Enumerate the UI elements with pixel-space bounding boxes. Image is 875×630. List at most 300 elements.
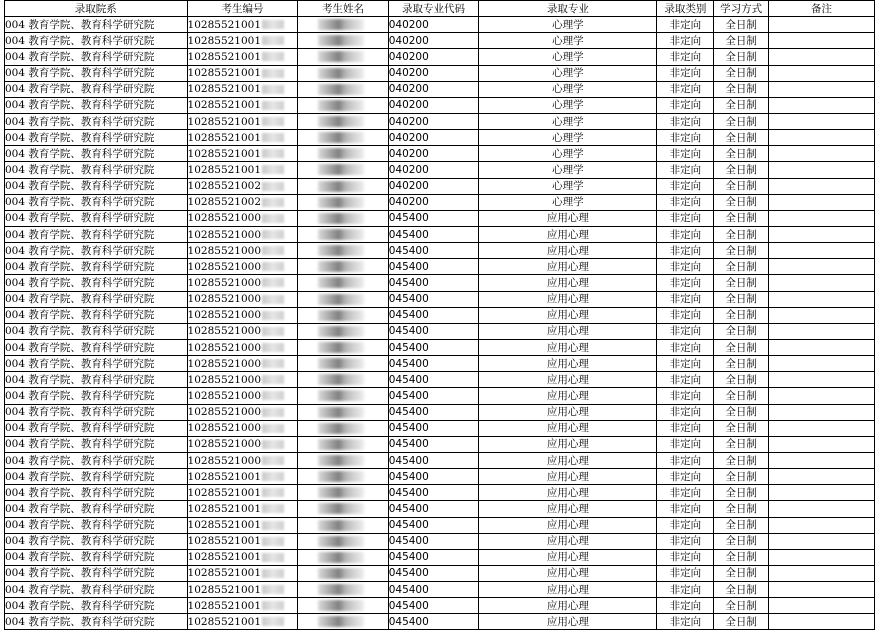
candidate-name-cell bbox=[298, 210, 388, 226]
admission-type-cell: 非定向 bbox=[657, 501, 714, 517]
candidate-id-cell: 10285521001 bbox=[187, 598, 298, 614]
department-cell: 004 教育学院、教育科学研究院 bbox=[5, 194, 188, 210]
major-cell: 心理学 bbox=[479, 178, 657, 194]
table-row bbox=[5, 275, 875, 291]
candidate-name-cell bbox=[298, 162, 388, 178]
name-redaction-blur bbox=[318, 536, 364, 547]
admission-type-cell: 非定向 bbox=[657, 17, 714, 33]
department-cell: 004 教育学院、教育科学研究院 bbox=[5, 565, 188, 581]
id-redaction-blur bbox=[262, 149, 284, 158]
candidate-name-cell bbox=[298, 275, 388, 291]
id-redaction-blur bbox=[262, 488, 284, 497]
id-redaction-blur bbox=[262, 262, 284, 271]
study-mode-cell: 全日制 bbox=[714, 388, 769, 404]
remarks-cell bbox=[769, 598, 875, 614]
admission-type-cell: 非定向 bbox=[657, 113, 714, 129]
name-redaction-blur bbox=[318, 116, 364, 127]
table-row bbox=[5, 420, 875, 436]
study-mode-cell: 全日制 bbox=[714, 533, 769, 549]
study-mode-cell: 全日制 bbox=[714, 210, 769, 226]
department-cell: 004 教育学院、教育科学研究院 bbox=[5, 97, 188, 113]
major-cell: 心理学 bbox=[479, 49, 657, 65]
candidate-id-cell: 10285521000 bbox=[187, 452, 298, 468]
remarks-cell bbox=[769, 582, 875, 598]
name-redaction-blur bbox=[318, 51, 364, 62]
major-cell: 应用心理 bbox=[479, 372, 657, 388]
candidate-name-cell bbox=[298, 420, 388, 436]
major-code-cell: 045400 bbox=[388, 243, 479, 259]
department-cell: 004 教育学院、教育科学研究院 bbox=[5, 323, 188, 339]
candidate-id-cell: 10285521000 bbox=[187, 323, 298, 339]
candidate-id-cell: 10285521001 bbox=[187, 81, 298, 97]
candidate-name-cell bbox=[298, 436, 388, 452]
remarks-cell bbox=[769, 65, 875, 81]
name-redaction-blur bbox=[318, 229, 364, 240]
name-redaction-blur bbox=[318, 584, 364, 595]
study-mode-cell: 全日制 bbox=[714, 307, 769, 323]
department-cell: 004 教育学院、教育科学研究院 bbox=[5, 162, 188, 178]
id-redaction-blur bbox=[262, 569, 284, 578]
admission-type-cell: 非定向 bbox=[657, 130, 714, 146]
candidate-name-cell bbox=[298, 226, 388, 242]
remarks-cell bbox=[769, 194, 875, 210]
study-mode-cell: 全日制 bbox=[714, 275, 769, 291]
admission-type-cell: 非定向 bbox=[657, 372, 714, 388]
table-row bbox=[5, 323, 875, 339]
major-code-cell: 045400 bbox=[388, 307, 479, 323]
major-code-cell: 045400 bbox=[388, 404, 479, 420]
study-mode-cell: 全日制 bbox=[714, 162, 769, 178]
table-row bbox=[5, 194, 875, 210]
remarks-cell bbox=[769, 323, 875, 339]
department-cell: 004 教育学院、教育科学研究院 bbox=[5, 501, 188, 517]
study-mode-cell: 全日制 bbox=[714, 339, 769, 355]
remarks-cell bbox=[769, 146, 875, 162]
major-cell: 应用心理 bbox=[479, 533, 657, 549]
study-mode-cell: 全日制 bbox=[714, 17, 769, 33]
department-cell: 004 教育学院、教育科学研究院 bbox=[5, 549, 188, 565]
admission-type-cell: 非定向 bbox=[657, 291, 714, 307]
major-cell: 应用心理 bbox=[479, 275, 657, 291]
department-cell: 004 教育学院、教育科学研究院 bbox=[5, 259, 188, 275]
major-cell: 应用心理 bbox=[479, 226, 657, 242]
major-cell: 心理学 bbox=[479, 65, 657, 81]
department-cell: 004 教育学院、教育科学研究院 bbox=[5, 146, 188, 162]
candidate-name-cell bbox=[298, 178, 388, 194]
major-code-cell: 045400 bbox=[388, 452, 479, 468]
name-redaction-blur bbox=[318, 132, 364, 143]
major-cell: 应用心理 bbox=[479, 420, 657, 436]
admission-type-cell: 非定向 bbox=[657, 146, 714, 162]
major-code-cell: 040200 bbox=[388, 17, 479, 33]
major-code-cell: 045400 bbox=[388, 372, 479, 388]
major-cell: 应用心理 bbox=[479, 485, 657, 501]
remarks-cell bbox=[769, 404, 875, 420]
name-redaction-blur bbox=[318, 423, 364, 434]
name-redaction-blur bbox=[318, 439, 364, 450]
admission-type-cell: 非定向 bbox=[657, 275, 714, 291]
study-mode-cell: 全日制 bbox=[714, 469, 769, 485]
table-row bbox=[5, 388, 875, 404]
candidate-name-cell bbox=[298, 452, 388, 468]
table-row bbox=[5, 436, 875, 452]
study-mode-cell: 全日制 bbox=[714, 420, 769, 436]
major-cell: 应用心理 bbox=[479, 436, 657, 452]
id-redaction-blur bbox=[262, 537, 284, 546]
major-code-cell: 045400 bbox=[388, 549, 479, 565]
candidate-name-cell bbox=[298, 243, 388, 259]
name-redaction-blur bbox=[318, 197, 364, 208]
department-cell: 004 教育学院、教育科学研究院 bbox=[5, 614, 188, 630]
study-mode-cell: 全日制 bbox=[714, 549, 769, 565]
id-redaction-blur bbox=[262, 165, 284, 174]
candidate-id-cell: 10285521002 bbox=[187, 178, 298, 194]
table-row bbox=[5, 259, 875, 275]
admission-type-cell: 非定向 bbox=[657, 469, 714, 485]
candidate-id-cell: 10285521001 bbox=[187, 582, 298, 598]
candidate-id-cell: 10285521000 bbox=[187, 404, 298, 420]
id-redaction-blur bbox=[262, 408, 284, 417]
remarks-cell bbox=[769, 81, 875, 97]
department-cell: 004 教育学院、教育科学研究院 bbox=[5, 33, 188, 49]
id-redaction-blur bbox=[262, 246, 284, 255]
id-redaction-blur bbox=[262, 69, 284, 78]
candidate-id-cell: 10285521000 bbox=[187, 356, 298, 372]
name-redaction-blur bbox=[318, 35, 364, 46]
major-cell: 应用心理 bbox=[479, 259, 657, 275]
candidate-id-cell: 10285521002 bbox=[187, 194, 298, 210]
study-mode-cell: 全日制 bbox=[714, 146, 769, 162]
candidate-name-cell bbox=[298, 469, 388, 485]
admission-type-cell: 非定向 bbox=[657, 452, 714, 468]
admission-type-cell: 非定向 bbox=[657, 81, 714, 97]
table-row bbox=[5, 339, 875, 355]
study-mode-cell: 全日制 bbox=[714, 97, 769, 113]
name-redaction-blur bbox=[318, 358, 364, 369]
id-redaction-blur bbox=[262, 214, 284, 223]
major-code-cell: 045400 bbox=[388, 501, 479, 517]
candidate-name-cell bbox=[298, 517, 388, 533]
major-cell: 应用心理 bbox=[479, 291, 657, 307]
remarks-cell bbox=[769, 533, 875, 549]
remarks-cell bbox=[769, 517, 875, 533]
major-code-cell: 045400 bbox=[388, 436, 479, 452]
study-mode-cell: 全日制 bbox=[714, 452, 769, 468]
study-mode-cell: 全日制 bbox=[714, 259, 769, 275]
candidate-id-cell: 10285521001 bbox=[187, 33, 298, 49]
major-cell: 应用心理 bbox=[479, 565, 657, 581]
admission-type-cell: 非定向 bbox=[657, 65, 714, 81]
id-redaction-blur bbox=[262, 440, 284, 449]
name-redaction-blur bbox=[318, 245, 364, 256]
admission-type-cell: 非定向 bbox=[657, 323, 714, 339]
table-row bbox=[5, 243, 875, 259]
major-code-cell: 040200 bbox=[388, 130, 479, 146]
major-code-cell: 045400 bbox=[388, 517, 479, 533]
admission-type-cell: 非定向 bbox=[657, 404, 714, 420]
study-mode-cell: 全日制 bbox=[714, 243, 769, 259]
major-code-cell: 045400 bbox=[388, 323, 479, 339]
study-mode-cell: 全日制 bbox=[714, 436, 769, 452]
remarks-cell bbox=[769, 226, 875, 242]
major-cell: 应用心理 bbox=[479, 469, 657, 485]
major-code-cell: 045400 bbox=[388, 582, 479, 598]
department-cell: 004 教育学院、教育科学研究院 bbox=[5, 420, 188, 436]
admission-type-cell: 非定向 bbox=[657, 194, 714, 210]
major-cell: 应用心理 bbox=[479, 614, 657, 630]
department-cell: 004 教育学院、教育科学研究院 bbox=[5, 291, 188, 307]
admission-type-cell: 非定向 bbox=[657, 582, 714, 598]
major-cell: 心理学 bbox=[479, 146, 657, 162]
remarks-cell bbox=[769, 339, 875, 355]
admission-type-cell: 非定向 bbox=[657, 533, 714, 549]
remarks-cell bbox=[769, 485, 875, 501]
department-cell: 004 教育学院、教育科学研究院 bbox=[5, 210, 188, 226]
department-cell: 004 教育学院、教育科学研究院 bbox=[5, 130, 188, 146]
department-cell: 004 教育学院、教育科学研究院 bbox=[5, 404, 188, 420]
admission-type-cell: 非定向 bbox=[657, 517, 714, 533]
study-mode-cell: 全日制 bbox=[714, 291, 769, 307]
department-cell: 004 教育学院、教育科学研究院 bbox=[5, 533, 188, 549]
table-row bbox=[5, 614, 875, 630]
candidate-id-cell: 10285521001 bbox=[187, 517, 298, 533]
table-row bbox=[5, 517, 875, 533]
name-redaction-blur bbox=[318, 455, 364, 466]
major-cell: 应用心理 bbox=[479, 243, 657, 259]
department-cell: 004 教育学院、教育科学研究院 bbox=[5, 372, 188, 388]
major-code-cell: 045400 bbox=[388, 533, 479, 549]
major-cell: 应用心理 bbox=[479, 356, 657, 372]
id-redaction-blur bbox=[262, 521, 284, 530]
candidate-name-cell bbox=[298, 194, 388, 210]
name-redaction-blur bbox=[318, 407, 364, 418]
study-mode-cell: 全日制 bbox=[714, 113, 769, 129]
candidate-name-cell bbox=[298, 65, 388, 81]
table-row bbox=[5, 582, 875, 598]
candidate-name-cell bbox=[298, 97, 388, 113]
name-redaction-blur bbox=[318, 19, 364, 30]
name-redaction-blur bbox=[318, 310, 364, 321]
admission-type-cell: 非定向 bbox=[657, 339, 714, 355]
department-cell: 004 教育学院、教育科学研究院 bbox=[5, 436, 188, 452]
study-mode-cell: 全日制 bbox=[714, 130, 769, 146]
id-redaction-blur bbox=[262, 311, 284, 320]
remarks-cell bbox=[769, 452, 875, 468]
candidate-name-cell bbox=[298, 404, 388, 420]
id-redaction-blur bbox=[262, 553, 284, 562]
header-major: 录取专业 bbox=[479, 1, 657, 17]
candidate-id-cell: 10285521001 bbox=[187, 565, 298, 581]
department-cell: 004 教育学院、教育科学研究院 bbox=[5, 178, 188, 194]
major-cell: 应用心理 bbox=[479, 582, 657, 598]
department-cell: 004 教育学院、教育科学研究院 bbox=[5, 307, 188, 323]
name-redaction-blur bbox=[318, 148, 364, 159]
remarks-cell bbox=[769, 33, 875, 49]
study-mode-cell: 全日制 bbox=[714, 614, 769, 630]
admission-type-cell: 非定向 bbox=[657, 565, 714, 581]
candidate-name-cell bbox=[298, 372, 388, 388]
candidate-name-cell bbox=[298, 533, 388, 549]
candidate-name-cell bbox=[298, 81, 388, 97]
candidate-name-cell bbox=[298, 356, 388, 372]
major-code-cell: 045400 bbox=[388, 339, 479, 355]
id-redaction-blur bbox=[262, 424, 284, 433]
candidate-name-cell bbox=[298, 33, 388, 49]
major-cell: 心理学 bbox=[479, 162, 657, 178]
table-row bbox=[5, 130, 875, 146]
admission-type-cell: 非定向 bbox=[657, 33, 714, 49]
candidate-id-cell: 10285521001 bbox=[187, 65, 298, 81]
id-redaction-blur bbox=[262, 295, 284, 304]
table-row bbox=[5, 178, 875, 194]
id-redaction-blur bbox=[262, 456, 284, 465]
major-code-cell: 045400 bbox=[388, 420, 479, 436]
remarks-cell bbox=[769, 49, 875, 65]
study-mode-cell: 全日制 bbox=[714, 49, 769, 65]
table-body bbox=[5, 17, 875, 630]
table-row bbox=[5, 49, 875, 65]
table-row bbox=[5, 33, 875, 49]
study-mode-cell: 全日制 bbox=[714, 404, 769, 420]
admission-type-cell: 非定向 bbox=[657, 226, 714, 242]
department-cell: 004 教育学院、教育科学研究院 bbox=[5, 113, 188, 129]
department-cell: 004 教育学院、教育科学研究院 bbox=[5, 598, 188, 614]
candidate-id-cell: 10285521001 bbox=[187, 130, 298, 146]
admission-type-cell: 非定向 bbox=[657, 259, 714, 275]
department-cell: 004 教育学院、教育科学研究院 bbox=[5, 356, 188, 372]
table-header bbox=[5, 1, 875, 17]
name-redaction-blur bbox=[318, 261, 364, 272]
admission-list-table bbox=[4, 0, 875, 630]
candidate-name-cell bbox=[298, 307, 388, 323]
major-code-cell: 045400 bbox=[388, 469, 479, 485]
candidate-id-cell: 10285521001 bbox=[187, 614, 298, 630]
major-code-cell: 040200 bbox=[388, 81, 479, 97]
table-row bbox=[5, 97, 875, 113]
candidate-name-cell bbox=[298, 339, 388, 355]
id-redaction-blur bbox=[262, 601, 284, 610]
major-code-cell: 045400 bbox=[388, 565, 479, 581]
major-code-cell: 045400 bbox=[388, 485, 479, 501]
remarks-cell bbox=[769, 501, 875, 517]
major-code-cell: 045400 bbox=[388, 226, 479, 242]
table-row bbox=[5, 307, 875, 323]
table-row bbox=[5, 210, 875, 226]
remarks-cell bbox=[769, 17, 875, 33]
table-row bbox=[5, 113, 875, 129]
candidate-name-cell bbox=[298, 323, 388, 339]
remarks-cell bbox=[769, 113, 875, 129]
table-row bbox=[5, 485, 875, 501]
table-row bbox=[5, 404, 875, 420]
major-cell: 应用心理 bbox=[479, 323, 657, 339]
candidate-id-cell: 10285521000 bbox=[187, 226, 298, 242]
id-redaction-blur bbox=[262, 198, 284, 207]
name-redaction-blur bbox=[318, 277, 364, 288]
table-row bbox=[5, 501, 875, 517]
name-redaction-blur bbox=[318, 342, 364, 353]
department-cell: 004 教育学院、教育科学研究院 bbox=[5, 243, 188, 259]
candidate-id-cell: 10285521000 bbox=[187, 388, 298, 404]
study-mode-cell: 全日制 bbox=[714, 501, 769, 517]
admission-type-cell: 非定向 bbox=[657, 178, 714, 194]
candidate-id-cell: 10285521000 bbox=[187, 420, 298, 436]
remarks-cell bbox=[769, 469, 875, 485]
candidate-id-cell: 10285521001 bbox=[187, 113, 298, 129]
name-redaction-blur bbox=[318, 213, 364, 224]
major-cell: 应用心理 bbox=[479, 404, 657, 420]
major-cell: 心理学 bbox=[479, 194, 657, 210]
major-code-cell: 040200 bbox=[388, 65, 479, 81]
admission-type-cell: 非定向 bbox=[657, 307, 714, 323]
name-redaction-blur bbox=[318, 600, 364, 611]
candidate-id-cell: 10285521001 bbox=[187, 501, 298, 517]
major-cell: 应用心理 bbox=[479, 210, 657, 226]
id-redaction-blur bbox=[262, 391, 284, 400]
name-redaction-blur bbox=[318, 487, 364, 498]
table-row bbox=[5, 291, 875, 307]
department-cell: 004 教育学院、教育科学研究院 bbox=[5, 339, 188, 355]
study-mode-cell: 全日制 bbox=[714, 226, 769, 242]
department-cell: 004 教育学院、教育科学研究院 bbox=[5, 226, 188, 242]
candidate-name-cell bbox=[298, 614, 388, 630]
name-redaction-blur bbox=[318, 100, 364, 111]
id-redaction-blur bbox=[262, 327, 284, 336]
candidate-id-cell: 10285521000 bbox=[187, 339, 298, 355]
name-redaction-blur bbox=[318, 374, 364, 385]
candidate-name-cell bbox=[298, 388, 388, 404]
remarks-cell bbox=[769, 356, 875, 372]
department-cell: 004 教育学院、教育科学研究院 bbox=[5, 388, 188, 404]
study-mode-cell: 全日制 bbox=[714, 485, 769, 501]
header-study-mode: 学习方式 bbox=[714, 1, 769, 17]
name-redaction-blur bbox=[318, 390, 364, 401]
admission-type-cell: 非定向 bbox=[657, 598, 714, 614]
candidate-id-cell: 10285521001 bbox=[187, 162, 298, 178]
department-cell: 004 教育学院、教育科学研究院 bbox=[5, 582, 188, 598]
remarks-cell bbox=[769, 291, 875, 307]
major-cell: 心理学 bbox=[479, 17, 657, 33]
id-redaction-blur bbox=[262, 504, 284, 513]
candidate-id-cell: 10285521001 bbox=[187, 146, 298, 162]
study-mode-cell: 全日制 bbox=[714, 598, 769, 614]
study-mode-cell: 全日制 bbox=[714, 356, 769, 372]
admission-type-cell: 非定向 bbox=[657, 243, 714, 259]
study-mode-cell: 全日制 bbox=[714, 582, 769, 598]
candidate-name-cell bbox=[298, 130, 388, 146]
id-redaction-blur bbox=[262, 36, 284, 45]
table-row bbox=[5, 469, 875, 485]
remarks-cell bbox=[769, 178, 875, 194]
name-redaction-blur bbox=[318, 181, 364, 192]
study-mode-cell: 全日制 bbox=[714, 565, 769, 581]
major-code-cell: 045400 bbox=[388, 259, 479, 275]
name-redaction-blur bbox=[318, 568, 364, 579]
major-cell: 应用心理 bbox=[479, 549, 657, 565]
table-row bbox=[5, 356, 875, 372]
header-department: 录取院系 bbox=[5, 1, 188, 17]
candidate-name-cell bbox=[298, 485, 388, 501]
major-code-cell: 040200 bbox=[388, 178, 479, 194]
name-redaction-blur bbox=[318, 294, 364, 305]
table-row bbox=[5, 226, 875, 242]
admission-type-cell: 非定向 bbox=[657, 436, 714, 452]
remarks-cell bbox=[769, 420, 875, 436]
major-code-cell: 045400 bbox=[388, 356, 479, 372]
name-redaction-blur bbox=[318, 503, 364, 514]
remarks-cell bbox=[769, 307, 875, 323]
header-major-code: 录取专业代码 bbox=[388, 1, 479, 17]
